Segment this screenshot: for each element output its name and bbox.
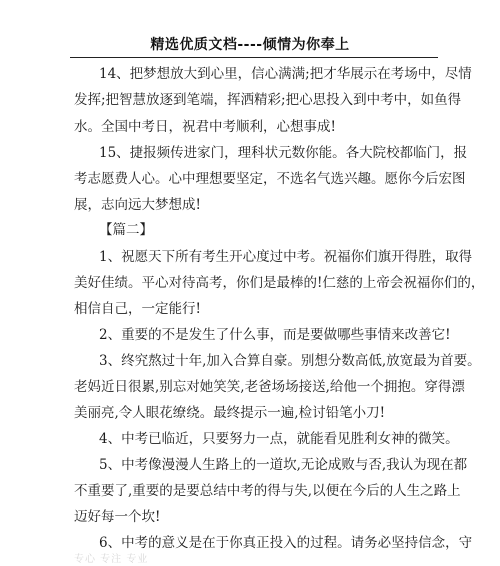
paragraph-15-line-1: 15、捷报频传进家门，理科状元数你能。各大院校都临门，报: [99, 145, 468, 161]
paragraph-2-line-1: 2、重要的不是发生了什么事，而是要做哪些事情来改善它!: [99, 327, 451, 343]
paragraph-15-line-3: 展，志向远大梦想成!: [74, 197, 201, 213]
header-divider: [70, 57, 438, 58]
paragraph-3-line-3: 美丽亮,令人眼花缭绕。最终提示一遍,检讨铅笔小刀!: [74, 405, 386, 421]
paragraph-15-line-2: 考志愿费人心。心中理想要坚定，不选名气选兴趣。愿你今后宏图: [74, 171, 466, 187]
paragraph-14-line-1: 14、把梦想放大到心里，信心满满;把才华展示在考场中，尽情: [99, 66, 472, 82]
paragraph-3-line-1: 3、终究熬过十年,加入合算自豪。别想分数高低,放宽最为首要。: [99, 353, 481, 369]
paragraph-14-line-2: 发挥;把智慧放逐到笔端，挥洒精彩;把心思投入到中考中，如鱼得: [74, 92, 462, 108]
paragraph-5-line-1: 5、中考像漫漫人生路上的一道坎,无论成败与否,我认为现在都: [99, 457, 468, 473]
page-footer-watermark: 专心 专注 专业: [74, 554, 149, 565]
page-header-title: 精选优质文档----倾情为你奉上: [150, 37, 350, 53]
paragraph-1-line-3: 相信自己，一定能行!: [74, 301, 201, 317]
section-heading-pian-er: 【篇二】: [99, 222, 153, 238]
paragraph-6-line-1: 6、中考的意义是在于你真正投入的过程。请务必坚持信念，守: [99, 535, 473, 551]
paragraph-3-line-2: 老妈近日很累,别忘对她笑笑,老爸场场接送,给他一个拥抱。穿得漂: [74, 379, 465, 395]
paragraph-5-line-2: 不重要了,重要的是要总结中考的得与失,以便在今后的人生之路上: [74, 483, 461, 499]
paragraph-1-line-2: 美好佳绩。平心对待高考，你们是最棒的!仁慈的上帝会祝福你们的，: [74, 275, 485, 291]
paragraph-4-line-1: 4、中考已临近，只要努力一点，就能看见胜利女神的微笑。: [99, 431, 459, 447]
paragraph-5-line-3: 迈好每一个坎!: [74, 509, 161, 525]
paragraph-1-line-1: 1、祝愿天下所有考生开心度过中考。祝福你们旗开得胜，取得: [99, 249, 473, 265]
paragraph-14-line-3: 水。全国中考日，祝君中考顺利，心想事成!: [74, 119, 336, 135]
